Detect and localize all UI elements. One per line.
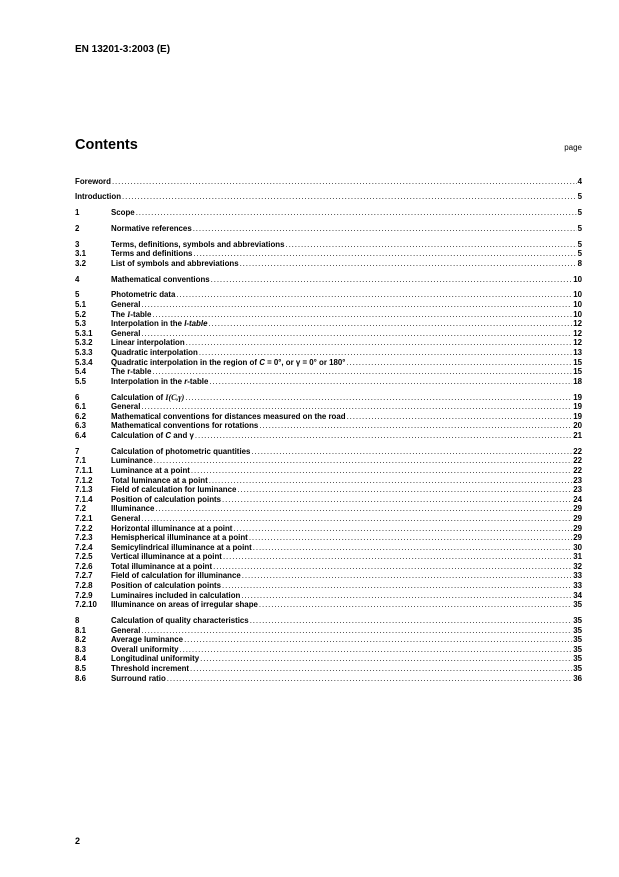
toc-entry-title: Position of calculation points — [111, 581, 222, 591]
toc-entry — [75, 465, 582, 475]
toc-entry — [75, 208, 582, 218]
toc-entry — [75, 446, 582, 456]
toc-dot-leader — [249, 533, 572, 542]
toc-entry-page: 35 — [573, 616, 582, 626]
toc-entry — [75, 239, 582, 249]
toc-entry-page: 12 — [573, 338, 582, 348]
toc-entry — [75, 663, 582, 673]
toc-entry-title — [111, 431, 194, 440]
toc-entry-number: 5.3.1 — [75, 328, 93, 338]
toc-entry-title-italic: I-table — [184, 319, 208, 329]
toc-entry — [75, 299, 582, 309]
toc-entry-number: 7.1.2 — [75, 475, 93, 485]
toc-entry-page: 22 — [573, 446, 582, 456]
toc-entry-number: 8.1 — [75, 625, 86, 635]
toc-dot-leader — [186, 338, 573, 347]
toc-entry-title: Quadratic interpolation — [111, 348, 198, 358]
toc-entry-number: 7.2.5 — [75, 552, 93, 562]
toc-entry-page: 33 — [573, 571, 582, 581]
toc-entry-title: The r-table — [111, 367, 152, 377]
toc-entry — [75, 319, 582, 329]
toc-dot-leader — [141, 300, 572, 309]
toc-dot-leader — [347, 412, 573, 421]
toc-entry — [75, 504, 582, 514]
toc-entry-title — [111, 358, 345, 367]
toc-dot-leader — [190, 664, 572, 673]
toc-entry-page: 20 — [573, 421, 582, 431]
toc-dot-leader — [241, 591, 572, 600]
toc-entry-page: 35 — [573, 654, 582, 664]
toc-entry-number: 7.1.1 — [75, 465, 93, 475]
toc-entry-page: 23 — [573, 485, 582, 495]
toc-entry-title-italic: C — [165, 430, 172, 440]
toc-dot-leader — [155, 504, 572, 513]
toc-dot-leader — [250, 616, 573, 625]
toc-dot-leader — [185, 393, 572, 402]
toc-entry-number: 3.1 — [75, 249, 86, 259]
toc-entry-title: Luminaires included in calculation — [111, 590, 241, 600]
toc-entry-title: Introduction — [75, 192, 122, 202]
toc-entry-page: 22 — [573, 456, 582, 466]
toc-dot-leader — [200, 654, 572, 663]
toc-dot-leader — [141, 514, 572, 523]
toc-entry — [75, 615, 582, 625]
toc-entry-page: 19 — [573, 411, 582, 421]
toc-entry-title — [111, 319, 207, 328]
toc-entry — [75, 258, 582, 268]
toc-entry-title-part: Interpolation in the — [111, 376, 185, 386]
toc-entry-page: 29 — [573, 504, 582, 514]
toc-entry-number: 2 — [75, 223, 80, 233]
toc-entry — [75, 561, 582, 571]
toc-dot-leader — [253, 543, 572, 552]
contents-heading: Contents — [75, 137, 138, 153]
toc-entry-title-part: Calculation of — [111, 392, 166, 402]
toc-entry — [75, 542, 582, 552]
toc-dot-leader — [152, 367, 572, 376]
toc-entry-title-italic: C — [259, 357, 265, 367]
toc-entry-number: 7.1 — [75, 456, 86, 466]
toc-entry-title: List of symbols and abbreviations — [111, 258, 239, 268]
toc-entry — [75, 367, 582, 377]
toc-dot-leader — [180, 645, 573, 654]
toc-dot-leader — [193, 224, 577, 233]
toc-entry-page: 36 — [573, 673, 582, 683]
toc-entry-title: Mathematical conventions for rotations — [111, 421, 259, 431]
toc-entry-title: Linear interpolation — [111, 338, 185, 348]
toc-entry-number: 5.3 — [75, 319, 86, 329]
toc-entry-page: 5 — [577, 192, 582, 202]
toc-entry-page: 29 — [573, 513, 582, 523]
toc-entry-number: 7.2.6 — [75, 561, 93, 571]
toc-dot-leader — [211, 275, 573, 284]
toc-entry-number: 7.2.8 — [75, 581, 93, 591]
toc-entry — [75, 347, 582, 357]
toc-entry-title: Calculation of quality characteristics — [111, 616, 249, 626]
toc-entry-number: 6.1 — [75, 402, 86, 412]
toc-dot-leader — [184, 635, 572, 644]
document-id: EN 13201-3:2003 (E) — [75, 44, 171, 55]
toc-entry-number: 8.6 — [75, 673, 86, 683]
toc-entry — [75, 223, 582, 233]
toc-entry-number: 8 — [75, 616, 80, 626]
toc-entry-title: Illuminance on areas of irregular shape — [111, 600, 258, 610]
toc-entry-title: Overall uniformity — [111, 644, 179, 654]
toc-entry-title: Vertical illuminance at a point — [111, 552, 222, 562]
toc-entry-number: 6.2 — [75, 411, 86, 421]
toc-entry — [75, 654, 582, 664]
toc-entry-page: 35 — [573, 644, 582, 654]
toc-dot-leader — [195, 431, 572, 440]
toc-entry-page: 10 — [573, 274, 582, 284]
toc-entry-title: Total illuminance at a point — [111, 561, 213, 571]
toc-entry-page: 35 — [573, 664, 582, 673]
toc-entry-title: Total luminance at a point — [111, 475, 208, 485]
page-number: 2 — [75, 836, 81, 846]
toc-entry-title: General — [111, 625, 141, 635]
toc-entry-title: Field of calculation for illuminance — [111, 571, 241, 581]
toc-entry-title — [111, 393, 184, 402]
toc-entry-title-part: -table — [130, 309, 152, 319]
toc-dot-leader — [199, 348, 572, 357]
toc-entry — [75, 392, 582, 402]
toc-entry-title — [111, 310, 151, 319]
toc-entry-title: General — [111, 513, 141, 523]
toc-entry-number: 8.2 — [75, 635, 86, 645]
toc-entry-page: 5 — [577, 223, 582, 233]
toc-entry-number: 4 — [75, 274, 80, 284]
toc-entry — [75, 523, 582, 533]
toc-entry-title-part: The — [111, 309, 128, 319]
toc-dot-leader — [237, 485, 572, 494]
toc-entry-title: Average luminance — [111, 635, 184, 645]
toc-entry-title: General — [111, 328, 141, 338]
toc-entry-title: Surround ratio — [111, 673, 166, 683]
toc-entry-title: Calculation of photometric quantities — [111, 446, 251, 456]
toc-entry-page: 33 — [573, 581, 582, 591]
toc-entry-title: Semicylindrical illuminance at a point — [111, 542, 252, 552]
toc-entry — [75, 456, 582, 466]
toc-entry-title: Longitudinal uniformity — [111, 654, 200, 664]
toc-entry — [75, 176, 582, 186]
toc-entry-number: 5.3.2 — [75, 338, 93, 348]
toc-entry-number: 7.2.10 — [75, 600, 97, 610]
toc-dot-leader — [259, 600, 572, 609]
toc-entry-title: Photometric data — [111, 290, 176, 300]
toc-dot-leader — [141, 329, 572, 338]
toc-entry-number: 5.3.4 — [75, 357, 93, 367]
toc-entry-page: 35 — [573, 635, 582, 645]
toc-entry-number: 8.3 — [75, 644, 86, 654]
toc-entry-number: 7.1.3 — [75, 485, 93, 495]
toc-entry-page: 12 — [573, 319, 582, 329]
toc-entry-title: Luminance — [111, 456, 153, 466]
toc-entry — [75, 338, 582, 348]
toc-dot-leader — [286, 240, 577, 249]
toc-dot-leader — [191, 466, 572, 475]
toc-entry-title: Normative references — [111, 223, 192, 233]
toc-entry — [75, 274, 582, 284]
toc-entry-title — [111, 377, 208, 386]
page-column-label: page — [564, 143, 582, 152]
toc-entry-number: 7.2.9 — [75, 590, 93, 600]
toc-entry — [75, 402, 582, 412]
toc-entry — [75, 625, 582, 635]
toc-entry-title: Mathematical conventions — [111, 274, 210, 284]
toc-entry-page: 10 — [573, 290, 582, 300]
toc-entry-title-italic: I(C,γ) — [165, 392, 185, 402]
toc-dot-leader — [122, 192, 577, 201]
toc-dot-leader — [233, 524, 572, 533]
toc-entry-page: 10 — [573, 300, 582, 310]
toc-entry — [75, 309, 582, 319]
toc-dot-leader — [136, 208, 577, 217]
toc-entry — [75, 590, 582, 600]
toc-dot-leader — [213, 562, 572, 571]
toc-dot-leader — [240, 259, 577, 268]
toc-entry-number: 7.2 — [75, 504, 86, 514]
toc-entry-number: 5.2 — [75, 309, 86, 319]
toc-entry-page: 22 — [573, 465, 582, 475]
toc-entry-number: 7.2.1 — [75, 513, 93, 523]
toc-dot-leader — [259, 421, 572, 430]
toc-entry-title-italic: r — [184, 376, 188, 386]
toc-entry-number: 5.5 — [75, 376, 86, 386]
toc-dot-leader — [222, 495, 572, 504]
toc-entry-page: 15 — [573, 357, 582, 367]
toc-dot-leader — [141, 402, 572, 411]
toc-entry-title: Mathematical conventions for distances measured on the road — [111, 411, 346, 421]
toc-dot-leader — [193, 249, 576, 258]
toc-entry-title-part: and γ — [171, 430, 194, 440]
toc-entry — [75, 376, 582, 386]
toc-dot-leader — [223, 552, 572, 561]
toc-dot-leader — [209, 476, 572, 485]
toc-entry-title: Terms and definitions — [111, 249, 193, 259]
toc-entry-number: 7.2.7 — [75, 571, 93, 581]
toc-entry-page: 10 — [573, 309, 582, 319]
toc-entry-page: 35 — [573, 625, 582, 635]
toc-entry — [75, 513, 582, 523]
toc-entry-title-italic: I — [127, 309, 131, 319]
toc-entry-page: 24 — [573, 494, 582, 504]
toc-entry — [75, 421, 582, 431]
toc-entry-page: 35 — [573, 600, 582, 610]
toc-entry-page: 29 — [573, 523, 582, 533]
toc-entry-title: Position of calculation points — [111, 494, 222, 504]
toc-entry-title: General — [111, 402, 141, 412]
toc-entry-number: 3 — [75, 239, 80, 249]
toc-entry-page: 21 — [573, 430, 582, 440]
toc-entry-page: 19 — [573, 392, 582, 402]
toc-entry-page: 19 — [573, 402, 582, 412]
toc-entry — [75, 290, 582, 300]
toc-dot-leader — [167, 674, 572, 683]
toc-entry — [75, 485, 582, 495]
toc-entry-page: 18 — [573, 376, 582, 386]
toc-entry-number: 8.5 — [75, 664, 86, 673]
toc-entry-title-part: -table — [187, 376, 209, 386]
toc-entry — [75, 475, 582, 485]
toc-entry-number: 1 — [75, 208, 80, 218]
toc-entry-number: 7.2.4 — [75, 542, 93, 552]
toc-entry — [75, 357, 582, 367]
toc-entry-page: 12 — [573, 328, 582, 338]
toc-entry-page: 29 — [573, 533, 582, 543]
toc-entry-title: Foreword — [75, 176, 111, 186]
toc-dot-leader — [242, 571, 572, 580]
toc-entry-page: 8 — [577, 258, 582, 268]
toc-entry-title: Terms, definitions, symbols and abbreviations — [111, 239, 285, 249]
toc-dot-leader — [222, 581, 572, 590]
toc-entry-number: 7.2.2 — [75, 523, 93, 533]
toc-entry-page: 15 — [573, 367, 582, 377]
toc-entry-title: Horizontal illuminance at a point — [111, 523, 233, 533]
toc-entry-number: 6 — [75, 392, 80, 402]
toc-dot-leader — [346, 358, 572, 367]
toc-entry — [75, 580, 582, 590]
toc-entry — [75, 600, 582, 610]
toc-entry-title: Threshold increment — [111, 664, 190, 673]
toc-entry-page: 5 — [577, 249, 582, 259]
toc-entry-page: 31 — [573, 552, 582, 562]
toc-entry-page: 5 — [577, 239, 582, 249]
toc-entry-number: 7.1.4 — [75, 494, 93, 504]
toc-entry — [75, 644, 582, 654]
toc-dot-leader — [251, 447, 572, 456]
toc-entry-title: Scope — [111, 208, 135, 218]
toc-entry — [75, 430, 582, 440]
toc-dot-leader — [154, 456, 573, 465]
toc-entry-page: 32 — [573, 561, 582, 571]
toc-dot-leader — [209, 377, 572, 386]
toc-entry-number: 5.3.3 — [75, 348, 93, 358]
toc-entry-number: 7 — [75, 446, 80, 456]
toc-entry-title: Luminance at a point — [111, 465, 190, 475]
toc-dot-leader — [208, 319, 572, 328]
toc-entry-title-part: Interpolation in the — [111, 319, 185, 329]
toc-entry — [75, 494, 582, 504]
toc-entry — [75, 192, 582, 202]
toc-entry-page: 30 — [573, 542, 582, 552]
toc-entry — [75, 328, 582, 338]
toc-entry-number: 7.2.3 — [75, 533, 93, 543]
toc-entry-title-part: = 0°, or γ = 0° or 180° — [264, 357, 346, 367]
toc-entry-title: Hemispherical illuminance at a point — [111, 533, 248, 543]
toc-entry — [75, 635, 582, 645]
toc-entry-number: 5.4 — [75, 367, 86, 377]
toc-dot-leader — [112, 177, 577, 186]
toc-entry-number: 8.4 — [75, 654, 86, 664]
toc-entry — [75, 533, 582, 543]
toc-entry — [75, 673, 582, 683]
toc-entry — [75, 249, 582, 259]
toc-dot-leader — [141, 626, 572, 635]
toc-entry-number: 5 — [75, 290, 80, 300]
toc-entry — [75, 571, 582, 581]
toc-dot-leader — [176, 290, 572, 299]
toc-entry-title: Field of calculation for luminance — [111, 485, 237, 495]
toc-entry-page: 5 — [577, 208, 582, 218]
toc-entry-title: General — [111, 300, 141, 310]
toc-dot-leader — [152, 310, 572, 319]
toc-entry-page: 23 — [573, 475, 582, 485]
toc-entry — [75, 411, 582, 421]
toc-entry — [75, 552, 582, 562]
toc-entry-number: 6.4 — [75, 430, 86, 440]
toc-entry-number: 6.3 — [75, 421, 86, 431]
toc-entry-title-part: Calculation of — [111, 430, 166, 440]
toc-entry-number: 3.2 — [75, 258, 86, 268]
toc-entry-title-part: Quadratic interpolation in the region of — [111, 357, 260, 367]
toc-entry-number: 5.1 — [75, 300, 86, 310]
toc-entry-page: 4 — [577, 176, 582, 186]
toc-entry-title: Illuminance — [111, 504, 155, 514]
toc-entry-page: 34 — [573, 590, 582, 600]
table-of-contents — [75, 176, 582, 683]
toc-entry-page: 13 — [573, 348, 582, 358]
